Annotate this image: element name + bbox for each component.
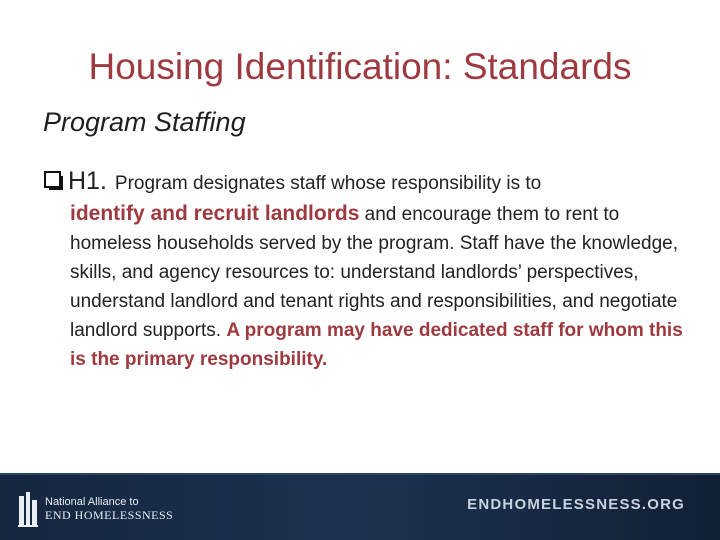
highlight-recruit-landlords: identify and recruit landlords: [70, 202, 360, 225]
building-logo-icon: [17, 490, 39, 528]
bullet-id: H1.: [68, 167, 107, 195]
slide-title: Housing Identification: Standards: [88, 46, 632, 87]
bullet-item: [44, 166, 684, 374]
bullet-text-first: Program designates staff whose responsibility is to: [114, 173, 542, 194]
footer-top-band: [0, 473, 720, 475]
alliance-logo[interactable]: [17, 489, 173, 529]
bullet-first-line: [44, 166, 684, 199]
logo-line-1: National Alliance to: [45, 496, 139, 508]
logo-line-2: END HOMELESSNESS: [45, 508, 174, 522]
footer-bar: [0, 473, 720, 540]
bullet-body: [70, 199, 684, 374]
checkbox-bullet-icon: [44, 171, 64, 191]
bullet-text-body: and encourage them to rent to homeless households served by the program. Staff have the knowledge, skills, and agency resources to: understand landlords’ perspectives, understand landlord and tenant rights and responsibilities, and negotiate landlord supports.: [70, 204, 679, 341]
website-url[interactable]: ENDHOMELESSNESS.ORG: [467, 496, 685, 513]
slide-subtitle: Program Staffing: [43, 107, 246, 137]
highlight-dedicated-staff: A program may have dedicated staff for whom this is the primary responsibility.: [70, 320, 683, 370]
logo-text: [45, 496, 173, 522]
